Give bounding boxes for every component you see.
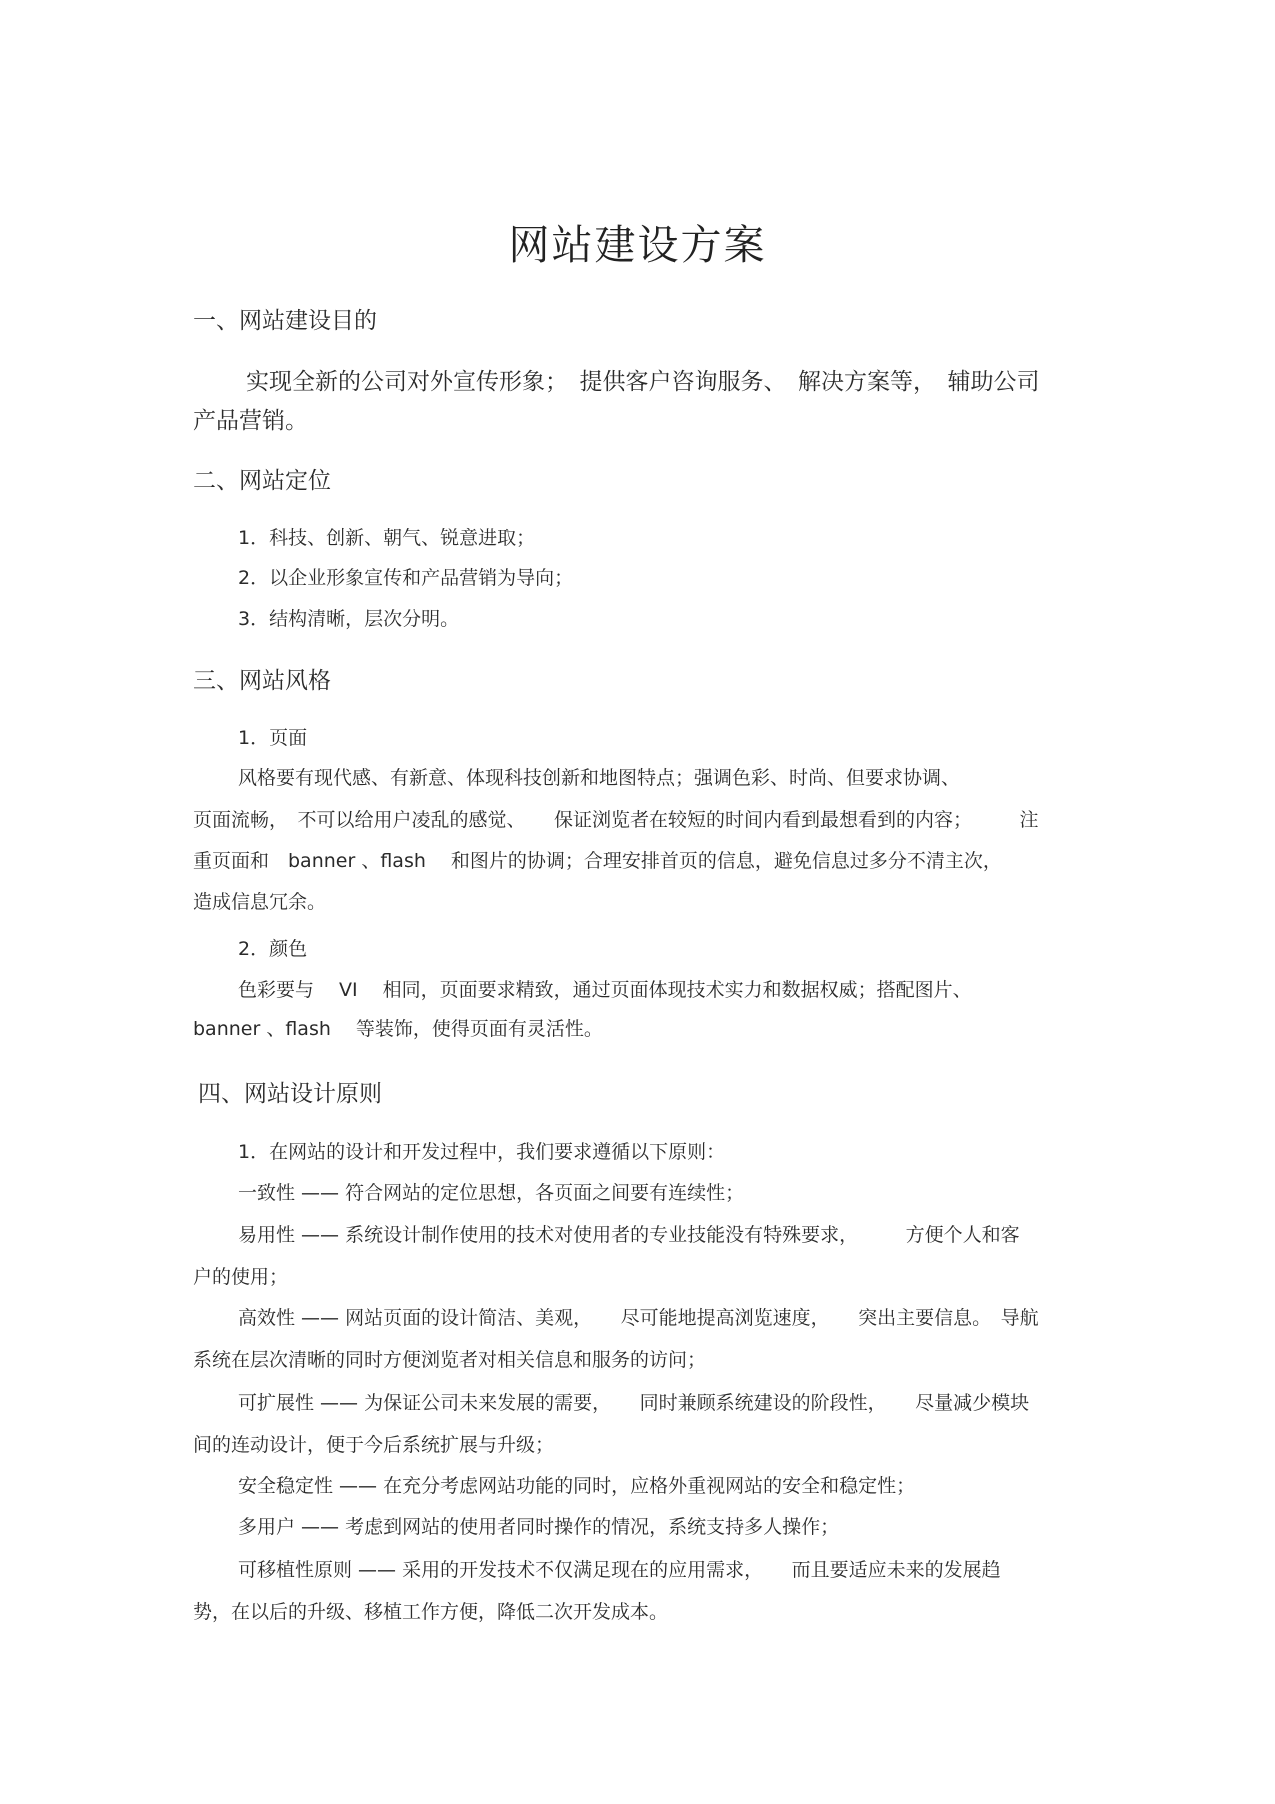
list-item: 3．结构清晰，层次分明。 — [238, 608, 460, 630]
paragraph-line: 造成信息冗余。 — [193, 891, 327, 913]
section-4-heading: 四、网站设计原则 — [198, 1081, 382, 1107]
section-1-paragraph-line: 产品营销。 — [193, 408, 308, 434]
subheading-page: 1．页面 — [238, 727, 308, 749]
section-1-paragraph-line: 实现全新的公司对外宣传形象； 提供客户咨询服务、 解决方案等， 辅助公司 — [246, 369, 1040, 395]
paragraph-line: 重页面和 banner 、flash 和图片的协调；合理安排首页的信息，避免信息过多分不清主次， — [193, 850, 1002, 872]
document-title: 网站建设方案 — [508, 221, 767, 269]
paragraph-line: 易用性 —— 系统设计制作使用的技术对使用者的专业技能没有特殊要求， 方便个人和客 — [238, 1224, 1020, 1246]
paragraph-line: 间的连动设计，便于今后系统扩展与升级； — [193, 1434, 555, 1456]
paragraph-line: 可扩展性 —— 为保证公司未来发展的需要， 同时兼顾系统建设的阶段性， 尽量减少模块 — [238, 1392, 1030, 1414]
section-1-heading: 一、网站建设目的 — [193, 308, 377, 334]
paragraph-line: 页面流畅， 不可以给用户凌乱的感觉、 保证浏览者在较短的时间内看到最想看到的内容； 注 — [193, 809, 1039, 831]
paragraph-line: 色彩要与 VI 相同，页面要求精致，通过页面体现技术实力和数据权威；搭配图片、 — [238, 979, 972, 1001]
paragraph-line: 1．在网站的设计和开发过程中，我们要求遵循以下原则： — [238, 1141, 726, 1163]
paragraph-line: 多用户 —— 考虑到网站的使用者同时操作的情况，系统支持多人操作； — [238, 1516, 840, 1538]
section-2-heading: 二、网站定位 — [193, 468, 331, 494]
list-item: 2．以企业形象宣传和产品营销为导向； — [238, 567, 574, 589]
paragraph-line: 系统在层次清晰的同时方便浏览者对相关信息和服务的访问； — [193, 1349, 707, 1371]
list-item: 1．科技、创新、朝气、锐意进取； — [238, 527, 536, 549]
paragraph-line: 户的使用； — [193, 1266, 289, 1288]
paragraph-line: 高效性 —— 网站页面的设计简洁、美观， 尽可能地提高浏览速度， 突出主要信息。 导航 — [238, 1307, 1039, 1329]
paragraph-line: banner 、flash 等装饰，使得页面有灵活性。 — [193, 1018, 603, 1040]
paragraph-line: 一致性 —— 符合网站的定位思想，各页面之间要有连续性； — [238, 1182, 745, 1204]
paragraph-line: 可移植性原则 —— 采用的开发技术不仅满足现在的应用需求， 而且要适应未来的发展趋 — [238, 1559, 1001, 1581]
subheading-color: 2．颜色 — [238, 938, 308, 960]
paragraph-line: 势，在以后的升级、移植工作方便，降低二次开发成本。 — [193, 1601, 669, 1623]
paragraph-line: 风格要有现代感、有新意、体现科技创新和地图特点；强调色彩、时尚、但要求协调、 — [238, 767, 961, 789]
section-3-heading: 三、网站风格 — [193, 668, 331, 694]
paragraph-line: 安全稳定性 —— 在充分考虑网站功能的同时，应格外重视网站的安全和稳定性； — [238, 1475, 916, 1497]
